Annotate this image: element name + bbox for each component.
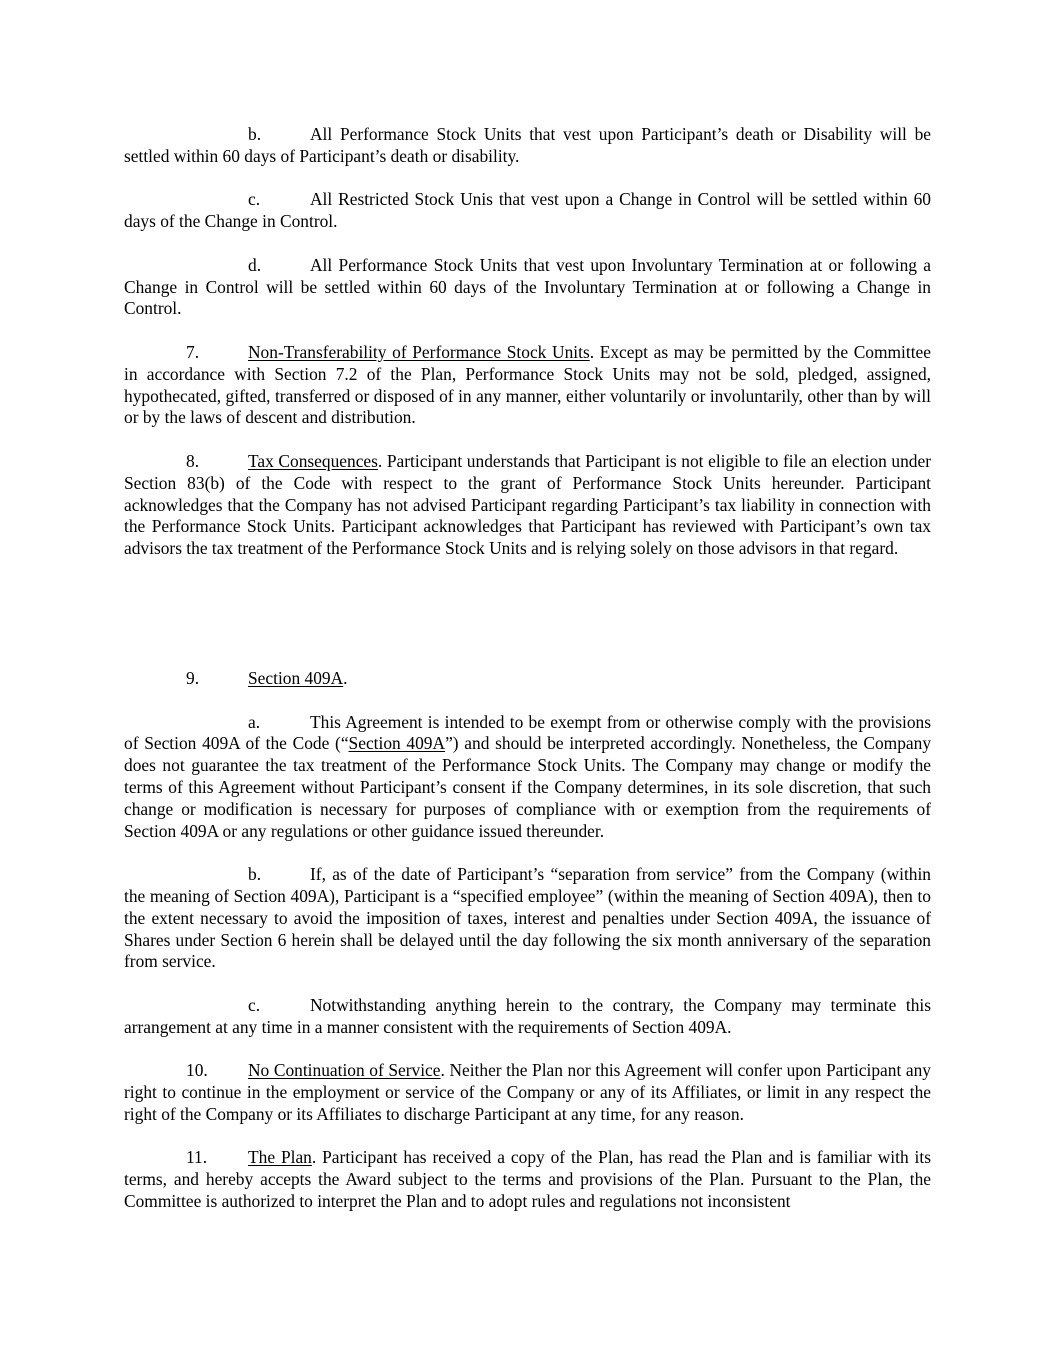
section-9 bbox=[124, 668, 931, 690]
paragraph-6c bbox=[124, 189, 931, 233]
item-label: a. bbox=[248, 711, 261, 732]
section-8 bbox=[124, 451, 931, 560]
section-number: 8. bbox=[186, 450, 200, 471]
section-heading: Section 409A bbox=[248, 667, 344, 688]
item-label: b. bbox=[248, 864, 262, 885]
section-11 bbox=[124, 1147, 931, 1212]
paragraph-6d bbox=[124, 255, 931, 320]
paragraph-text: . Participant understands that Participant is not eligible to file an election under Section 83(b) of the Code with respect to the grant of Performance Stock Units hereunder. Participant acknowledges that the Company has not advised Participant regarding Participant’s tax liability in connection with the Performance Stock Units. Participant acknowledges that Participant has reviewed with Participant’s own tax advisors the tax treatment of the Performance Stock Units and is relying solely on those advisors in that regard. bbox=[124, 450, 931, 559]
section-number: 9. bbox=[186, 667, 200, 688]
section-10 bbox=[124, 1060, 931, 1125]
section-heading: Tax Consequences bbox=[248, 450, 378, 471]
paragraph-9a bbox=[124, 712, 931, 843]
item-label: b. bbox=[248, 124, 262, 144]
section-number: 7. bbox=[186, 341, 200, 362]
defined-term: Section 409A bbox=[348, 733, 446, 754]
item-label: c. bbox=[248, 994, 261, 1015]
paragraph-6b bbox=[124, 124, 931, 168]
section-heading: The Plan bbox=[248, 1147, 312, 1168]
section-number: 10. bbox=[186, 1060, 208, 1081]
paragraph-text: . Participant has received a copy of the Plan, has read the Plan and is familiar with its terms, and hereby accepts the Award subject to the terms and provisions of the Plan. Pursuant to the Plan, the Committee is authorized to interpret the Plan and to adopt rules and regulations not inconsistent bbox=[124, 1147, 931, 1212]
document-page bbox=[124, 124, 931, 1213]
paragraph-9b bbox=[124, 864, 931, 973]
paragraph-text: ”) and should be interpreted accordingly. Nonetheless, the Company does not guarantee the tax treatment of the Performance Stock Units. The Company may change or modify the terms of this Agreement without Participant’s consent if the Company determines, in its sole discretion, that such change or modification is necessary for purposes of compliance with or exemption from the requirements of Section 409A or any regulations or other guidance issued thereunder. bbox=[124, 733, 932, 841]
section-7 bbox=[124, 342, 931, 429]
section-number: 11. bbox=[186, 1147, 208, 1168]
paragraph-text: Notwithstanding anything herein to the contrary, the Company may terminate this arrangement at any time in a manner consistent with the requirements of Section 409A. bbox=[124, 994, 931, 1037]
paragraph-text: . bbox=[343, 667, 348, 688]
paragraph-text: . Except as may be permitted by the Committee in accordance with Section 7.2 of the Plan, Performance Stock Units may not be sold, pledged, assigned, hypothecated, gifted, transferred or disposed of in any manner, either voluntarily or involuntarily, other than by will or by the laws of descent and distribution. bbox=[124, 341, 931, 428]
paragraph-text: This Agreement is intended to be exempt from or otherwise comply with the provisions of Section 409A of the Code (“ bbox=[124, 711, 931, 754]
section-heading: No Continuation of Service bbox=[248, 1060, 441, 1081]
paragraph-text: All Performance Stock Units that vest upon Involuntary Termination at or following a Change in Control will be settled within 60 days of the Involuntary Termination at or following a Change in Control. bbox=[124, 254, 931, 319]
paragraph-text: All Performance Stock Units that vest upon Participant’s death or Disability will be settled within 60 days of Participant’s death or disability. bbox=[124, 124, 931, 166]
paragraph-9c bbox=[124, 995, 931, 1039]
paragraph-text: All Restricted Stock Unis that vest upon a Change in Control will be settled within 60 days of the Change in Control. bbox=[124, 189, 931, 232]
paragraph-text: If, as of the date of Participant’s “separation from service” from the Company (within the meaning of Section 409A), Participant is a “specified employee” (within the meaning of Section 409A), then to the extent necessary to avoid the imposition of taxes, interest and penalties under Section 409A, the issuance of Shares under Section 6 herein shall be delayed until the day following the six month anniversary of the separation from service. bbox=[124, 864, 931, 972]
section-heading: Non-Transferability of Performance Stock Units bbox=[248, 341, 590, 362]
paragraph-text: . Neither the Plan nor this Agreement will confer upon Participant any right to continue in the employment or service of the Company or any of its Affiliates, or limit in any respect the right of the Company or its Affiliates to discharge Participant at any time, for any reason. bbox=[124, 1060, 932, 1124]
item-label: c. bbox=[248, 189, 261, 210]
item-label: d. bbox=[248, 254, 262, 275]
